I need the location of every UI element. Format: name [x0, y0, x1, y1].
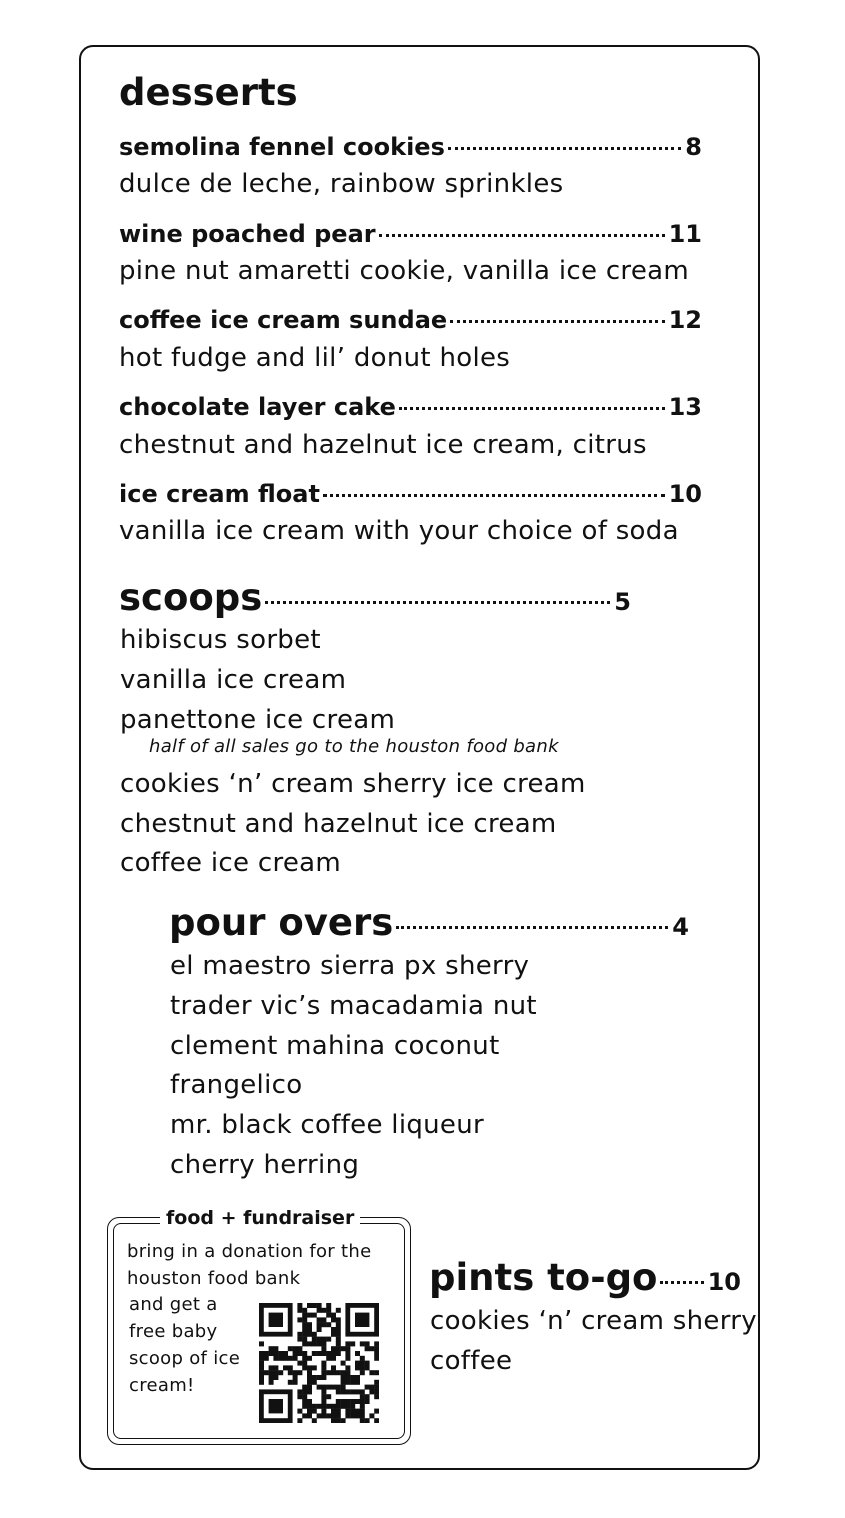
- fundraiser-text: bring in a donation for the: [127, 1241, 372, 1262]
- pour-overs-price: 4: [672, 913, 689, 941]
- dessert-price: 11: [668, 220, 702, 248]
- pour-overs-header: [169, 901, 689, 945]
- dessert-name: coffee ice cream sundae: [119, 306, 448, 334]
- scoops-heading: scoops: [119, 576, 263, 619]
- dessert-price: 13: [668, 393, 702, 421]
- pints-heading: pints to-go: [429, 1256, 658, 1299]
- pour-over-item: cherry herring: [170, 1150, 360, 1180]
- scoop-flavor: hibiscus sorbet: [120, 625, 321, 655]
- qr-code[interactable]: [259, 1303, 379, 1423]
- dessert-description: chestnut and hazelnut ice cream, citrus: [119, 430, 647, 460]
- leader-dots: [448, 147, 681, 150]
- pour-over-item: mr. black coffee liqueur: [170, 1110, 484, 1140]
- leader-dots: [660, 1281, 703, 1284]
- scoop-flavor: panettone ice cream: [120, 705, 396, 735]
- dessert-description: hot fudge and lil’ donut holes: [119, 343, 511, 373]
- leader-dots: [265, 601, 610, 604]
- dessert-name: chocolate layer cake: [119, 393, 396, 421]
- leader-dots: [379, 234, 665, 237]
- scoop-flavor: coffee ice cream: [120, 848, 342, 878]
- fundraiser-text: cream!: [129, 1375, 195, 1396]
- leader-dots: [450, 320, 664, 323]
- fundraiser-text: houston food bank: [127, 1268, 301, 1289]
- dessert-name: ice cream float: [119, 480, 320, 508]
- dessert-description: dulce de leche, rainbow sprinkles: [119, 169, 564, 199]
- dessert-name: semolina fennel cookies: [119, 133, 445, 161]
- scoop-flavor: cookies ‘n’ cream sherry ice cream: [120, 769, 586, 799]
- dessert-price: 12: [668, 306, 702, 334]
- pour-over-item: trader vic’s macadamia nut: [170, 991, 537, 1021]
- pour-over-item: el maestro sierra px sherry: [170, 951, 530, 981]
- pint-flavor: coffee: [430, 1346, 513, 1376]
- pints-price: 10: [707, 1268, 741, 1296]
- fundraiser-text: scoop of ice: [129, 1348, 241, 1369]
- leader-dots: [396, 926, 668, 929]
- scoops-header: [119, 576, 631, 620]
- fundraiser-title: food + fundraiser: [160, 1204, 360, 1232]
- fundraiser-text: free baby: [129, 1321, 218, 1342]
- pour-over-item: frangelico: [170, 1070, 303, 1100]
- dessert-price: 10: [668, 480, 702, 508]
- scoop-flavor: chestnut and hazelnut ice cream: [120, 809, 557, 839]
- leader-dots: [323, 494, 665, 497]
- desserts-heading: desserts: [119, 71, 298, 114]
- scoop-flavor: vanilla ice cream: [120, 665, 347, 695]
- pints-header: [429, 1256, 741, 1300]
- food-bank-note: half of all sales go to the houston food bank: [149, 736, 559, 757]
- dessert-price: 8: [685, 133, 702, 161]
- dessert-description: vanilla ice cream with your choice of soda: [119, 516, 679, 546]
- dessert-name: wine poached pear: [119, 220, 376, 248]
- pint-flavor: cookies ‘n’ cream sherry: [430, 1306, 757, 1336]
- scoops-price: 5: [614, 588, 631, 616]
- dessert-description: pine nut amaretti cookie, vanilla ice cream: [119, 256, 689, 286]
- pour-over-item: clement mahina coconut: [170, 1031, 500, 1061]
- fundraiser-text: and get a: [129, 1294, 218, 1315]
- pour-overs-heading: pour overs: [169, 901, 394, 944]
- leader-dots: [399, 407, 665, 410]
